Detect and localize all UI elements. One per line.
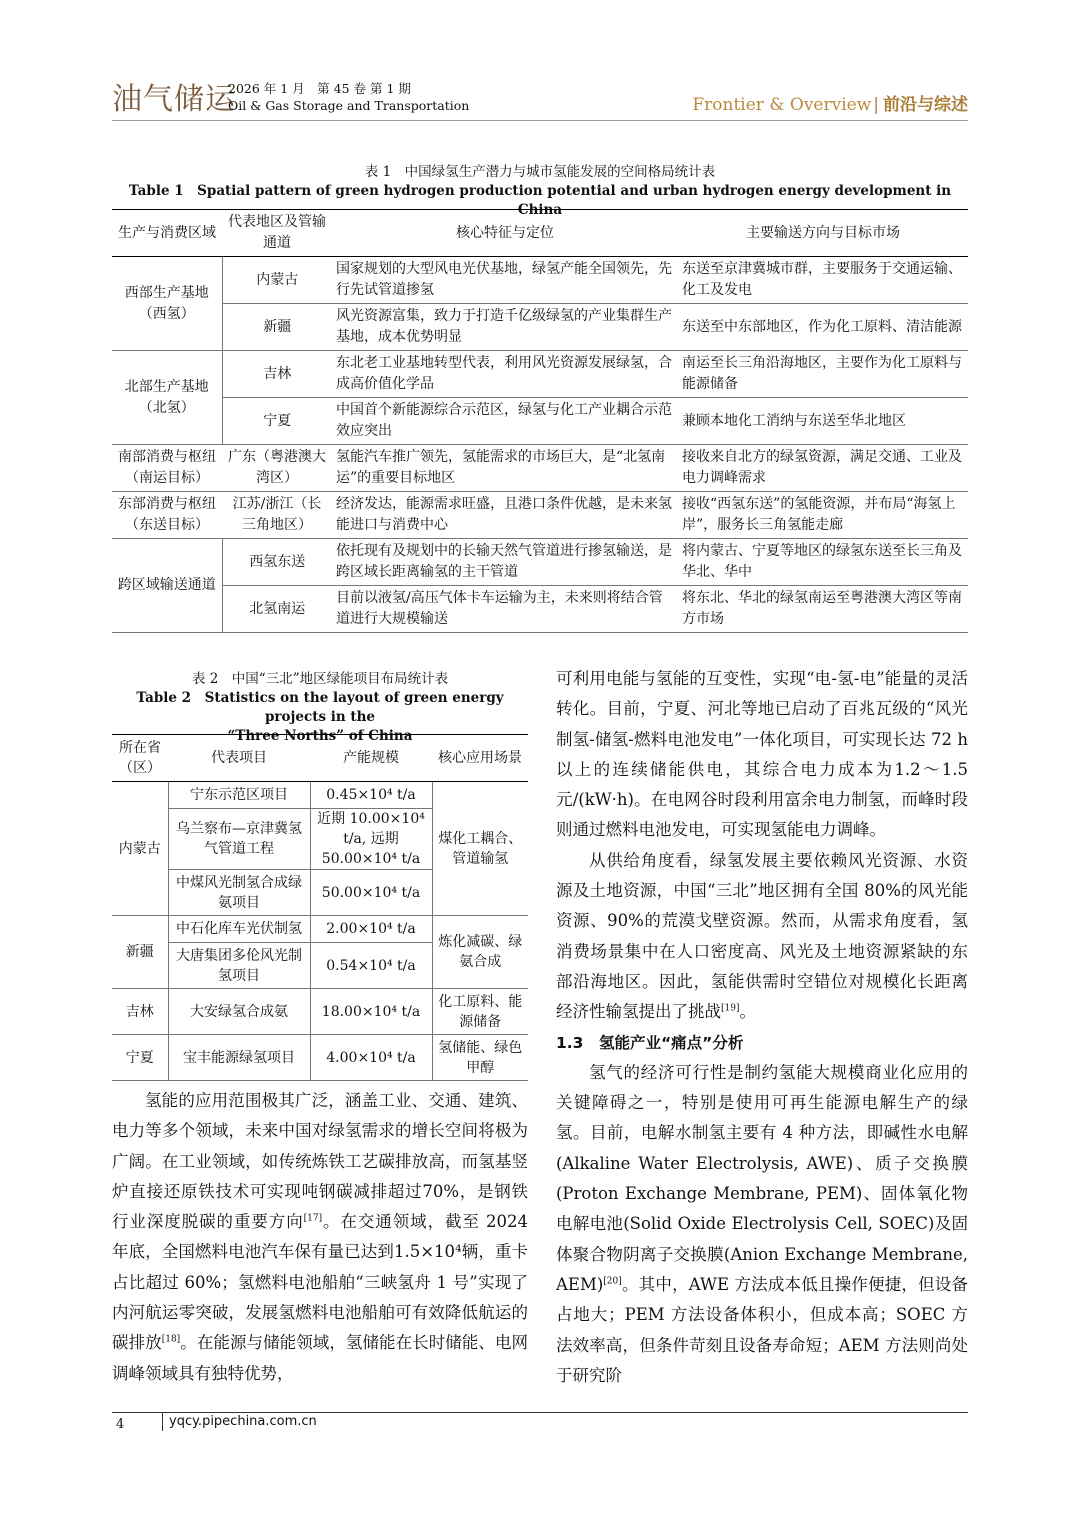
place-cell: 西氢东送 <box>222 539 332 586</box>
paragraph-text: 从供给角度看，绿氢发展主要依赖风光资源、水资源及土地资源，中国“三北”地区拥有全国 80%的风光能资源、90%的荒漠戈壁资源。然而，从需求角度看，氢消费场景集中在人口密度高、风光及土地资源紧缺的东部沿海地区。因此，氢能供需时空错位对规模化长距离经济性输氢提出了挑战 <box>556 850 968 1022</box>
table-header-cell: 代表地区及管输通道 <box>222 210 332 257</box>
paragraph-text: 。其中，AWE 方法成本低且操作便捷，但设备占地大；PEM 方法设备体积小，但成本高；SOEC 方法效率高，但条件苛刻且设备寿命短；AEM 方法则尚处于研究阶 <box>556 1274 968 1385</box>
table-row <box>112 351 968 398</box>
journal-name-en: Oil & Gas Storage and Transportation <box>228 98 470 113</box>
capacity-cell: 2.00×10⁴ t/a <box>310 916 432 943</box>
table-header-cell: 核心应用场景 <box>432 735 528 782</box>
table-row <box>112 916 528 943</box>
table-header-cell: 核心特征与定位 <box>332 210 678 257</box>
table-row <box>112 445 968 492</box>
province-cell: 吉林 <box>112 989 168 1035</box>
table-row <box>112 586 968 633</box>
project-cell: 中石化库车光伏制氢 <box>168 916 310 943</box>
table2-caption-en-2: “Three Norths” of China <box>227 728 413 744</box>
table-row <box>112 782 528 809</box>
market-cell: 兼顾本地化工消纳与东送至华北地区 <box>678 398 968 445</box>
table-row <box>112 539 968 586</box>
table1-caption-en: Table 1 Spatial pattern of green hydrogen production potential and urban hydrogen energy development in China <box>128 183 952 218</box>
page-number: 4 <box>116 1417 125 1432</box>
footer-url[interactable]: yqcy.pipechina.com.cn <box>162 1413 317 1431</box>
paragraph-text: 。在交通领域，截至 2024 年底，全国燃料电池汽车保有量已达到1.5×10⁴辆，重卡占比超过 60%；氢燃料电池船舶“三峡氢舟 1 号”实现了内河航运零突破，发展氢燃料电池船舶可有效降低航运的碳排放 <box>112 1212 528 1353</box>
table1-caption-cn: 表 1 中国绿氢生产潜力与城市氢能发展的空间格局统计表 <box>364 164 716 180</box>
scene-cell: 化工原料、能源储备 <box>432 989 528 1035</box>
right-column <box>556 664 968 1391</box>
place-cell: 吉林 <box>222 351 332 398</box>
capacity-cell: 0.45×10⁴ t/a <box>310 782 432 809</box>
section-label-en: Frontier & Overview <box>692 95 872 115</box>
scene-cell: 炼化减碳、绿氨合成 <box>432 916 528 989</box>
feature-cell: 氢能汽车推广领先，氢能需求的市场巨大，是“北氢南运”的重要目标地区 <box>332 445 678 492</box>
place-cell: 北氢南运 <box>222 586 332 633</box>
issue-info <box>228 80 469 114</box>
citation-17[interactable]: [17] <box>303 1213 323 1224</box>
table-row <box>112 492 968 539</box>
table2 <box>112 734 528 1081</box>
project-cell: 乌兰察布—京津冀氢气管道工程 <box>168 809 310 870</box>
region-cell: 东部消费与枢纽（东送目标） <box>112 492 222 539</box>
region-cell: 跨区域输送通道 <box>112 539 222 633</box>
journal-logo: 油气储运 <box>112 82 236 117</box>
page-footer <box>112 1412 968 1435</box>
table2-caption-cn: 表 2 中国“三北”地区绿能项目布局统计表 <box>191 671 449 687</box>
project-cell: 宝丰能源绿氢项目 <box>168 1035 310 1081</box>
capacity-cell: 18.00×10⁴ t/a <box>310 989 432 1035</box>
page-header <box>112 70 968 122</box>
citation-20[interactable]: [20] <box>603 1276 622 1287</box>
citation-18[interactable]: [18] <box>161 1334 181 1345</box>
market-cell: 南运至长三角沿海地区，主要作为化工原料与能源储备 <box>678 351 968 398</box>
place-cell: 内蒙古 <box>222 257 332 304</box>
province-cell: 宁夏 <box>112 1035 168 1081</box>
scene-cell: 氢储能、绿色甲醇 <box>432 1035 528 1081</box>
section-heading: 1.3 氢能产业“痛点”分析 <box>556 1033 744 1052</box>
market-cell: 将内蒙古、宁夏等地区的绿氢东送至长三角及华北、华中 <box>678 539 968 586</box>
region-cell: 北部生产基地（北氢） <box>112 351 222 445</box>
table-header-cell: 所在省（区） <box>112 735 168 782</box>
capacity-cell: 近期 10.00×10⁴ t/a, 远期 50.00×10⁴ t/a <box>310 809 432 870</box>
project-cell: 大安绿氢合成氨 <box>168 989 310 1035</box>
market-cell: 东送至京津冀城市群，主要服务于交通运输、化工及发电 <box>678 257 968 304</box>
table-header-cell: 生产与消费区域 <box>112 210 222 257</box>
project-cell: 宁东示范区项目 <box>168 782 310 809</box>
table-header-cell: 产能规模 <box>310 735 432 782</box>
header-rule <box>112 120 968 121</box>
capacity-cell: 50.00×10⁴ t/a <box>310 870 432 916</box>
market-cell: 将东北、华北的绿氢南运至粤港澳大湾区等南方市场 <box>678 586 968 633</box>
feature-cell: 东北老工业基地转型代表，利用风光资源发展绿氢，合成高价值化学品 <box>332 351 678 398</box>
section-label-cn: 前沿与综述 <box>883 95 968 115</box>
citation-19[interactable]: [19] <box>721 1003 740 1014</box>
project-cell: 大唐集团多伦风光制氢项目 <box>168 943 310 989</box>
table-row <box>112 304 968 351</box>
market-cell: 东送至中东部地区，作为化工原料、清洁能源 <box>678 304 968 351</box>
body-paragraph <box>112 1086 528 1389</box>
feature-cell: 目前以液氢/高压气体卡车运输为主，未来则将结合管道进行大规模输送 <box>332 586 678 633</box>
feature-cell: 经济发达，能源需求旺盛，且港口条件优越，是未来氢能进口与消费中心 <box>332 492 678 539</box>
section-label: Frontier & Overview | 前沿与综述 <box>692 95 968 115</box>
table-row <box>112 257 968 304</box>
table2-caption-en: Table 2 Statistics on the layout of green energy projects in the <box>136 690 504 725</box>
paragraph-text: 。 <box>739 1002 756 1022</box>
paragraph-text: 氢能的应用范围极其广泛，涵盖工业、交通、建筑、电力等多个领域，未来中国对绿氢需求的增长空间将极为广阔。在工业领域，如传统炼铁工艺碳排放高，而氢基竖炉直接还原铁技术可实现吨钢碳减排超过70%，是钢铁行业深度脱碳的重要方向 <box>112 1091 528 1232</box>
table-row <box>112 398 968 445</box>
feature-cell: 中国首个新能源综合示范区，绿氢与化工产业耦合示范效应突出 <box>332 398 678 445</box>
paragraph-text: 。在能源与储能领域，氢储能在长时储能、电网调峰领域具有独特优势， <box>112 1333 529 1383</box>
table-row <box>112 1035 528 1081</box>
place-cell: 江苏/浙江（长三角地区） <box>222 492 332 539</box>
region-cell: 南部消费与枢纽（南运目标） <box>112 445 222 492</box>
table-row <box>112 989 528 1035</box>
capacity-cell: 4.00×10⁴ t/a <box>310 1035 432 1081</box>
feature-cell: 风光资源富集，致力于打造千亿级绿氢的产业集群生产基地，成本优势明显 <box>332 304 678 351</box>
body-paragraph <box>556 1058 968 1391</box>
feature-cell: 依托现有及规划中的长输天然气管道进行掺氢输送，是跨区域长距离输氢的主干管道 <box>332 539 678 586</box>
place-cell: 新疆 <box>222 304 332 351</box>
scene-cell: 煤化工耦合、管道输氢 <box>432 782 528 916</box>
market-cell: 接收来自北方的绿氢资源，满足交通、工业及电力调峰需求 <box>678 445 968 492</box>
capacity-cell: 0.54×10⁴ t/a <box>310 943 432 989</box>
feature-cell: 国家规划的大型风电光伏基地，绿氢产能全国领先，先行先试管道掺氢 <box>332 257 678 304</box>
body-paragraph: 可利用电能与氢能的互变性，实现“电-氢-电”能量的灵活转化。目前，宁夏、河北等地已启动了百兆瓦级的“风光制氢-储氢-燃料电池发电”一体化项目，可实现长达 72 h 以上的连续储能供电，其综合电力成本为1.2～1.5 元/(kW·h)。在电网谷时段利用富余电力制氢，而峰时段则通过燃料电池发电，可实现氢能电力调峰。 <box>556 669 968 840</box>
table-header-row <box>112 210 968 257</box>
region-cell: 西部生产基地（西氢） <box>112 257 222 351</box>
body-paragraph <box>556 846 968 1028</box>
table-header-row <box>112 735 528 782</box>
market-cell: 接收“西氢东送”的氢能资源，并布局“海氢上岸”，服务长三角氢能走廊 <box>678 492 968 539</box>
paragraph-text: 氢气的经济可行性是制约氢能大规模商业化应用的关键障碍之一，特别是使用可再生能源电解生产的绿氢。目前，电解水制氢主要有 4 种方法，即碱性水电解(Alkaline Water Electrolysis, AWE)、质子交换膜(Proton Exchange Membrane, PEM)、固体氧化物电解电池(Solid Oxide Electrolysis Cell, SOEC)及固体聚合物阴离子交换膜(Anion Exchange Membrane, AEM) <box>556 1062 968 1294</box>
province-cell: 新疆 <box>112 916 168 989</box>
province-cell: 内蒙古 <box>112 782 168 916</box>
place-cell: 宁夏 <box>222 398 332 445</box>
issue-line: 2026 年 1 月 第 45 卷 第 1 期 <box>228 81 411 96</box>
table-header-cell: 主要输送方向与目标市场 <box>678 210 968 257</box>
table-header-cell: 代表项目 <box>168 735 310 782</box>
left-column <box>112 1086 528 1389</box>
table1 <box>112 209 968 633</box>
project-cell: 中煤风光制氢合成绿氨项目 <box>168 870 310 916</box>
place-cell: 广东（粤港澳大湾区） <box>222 445 332 492</box>
